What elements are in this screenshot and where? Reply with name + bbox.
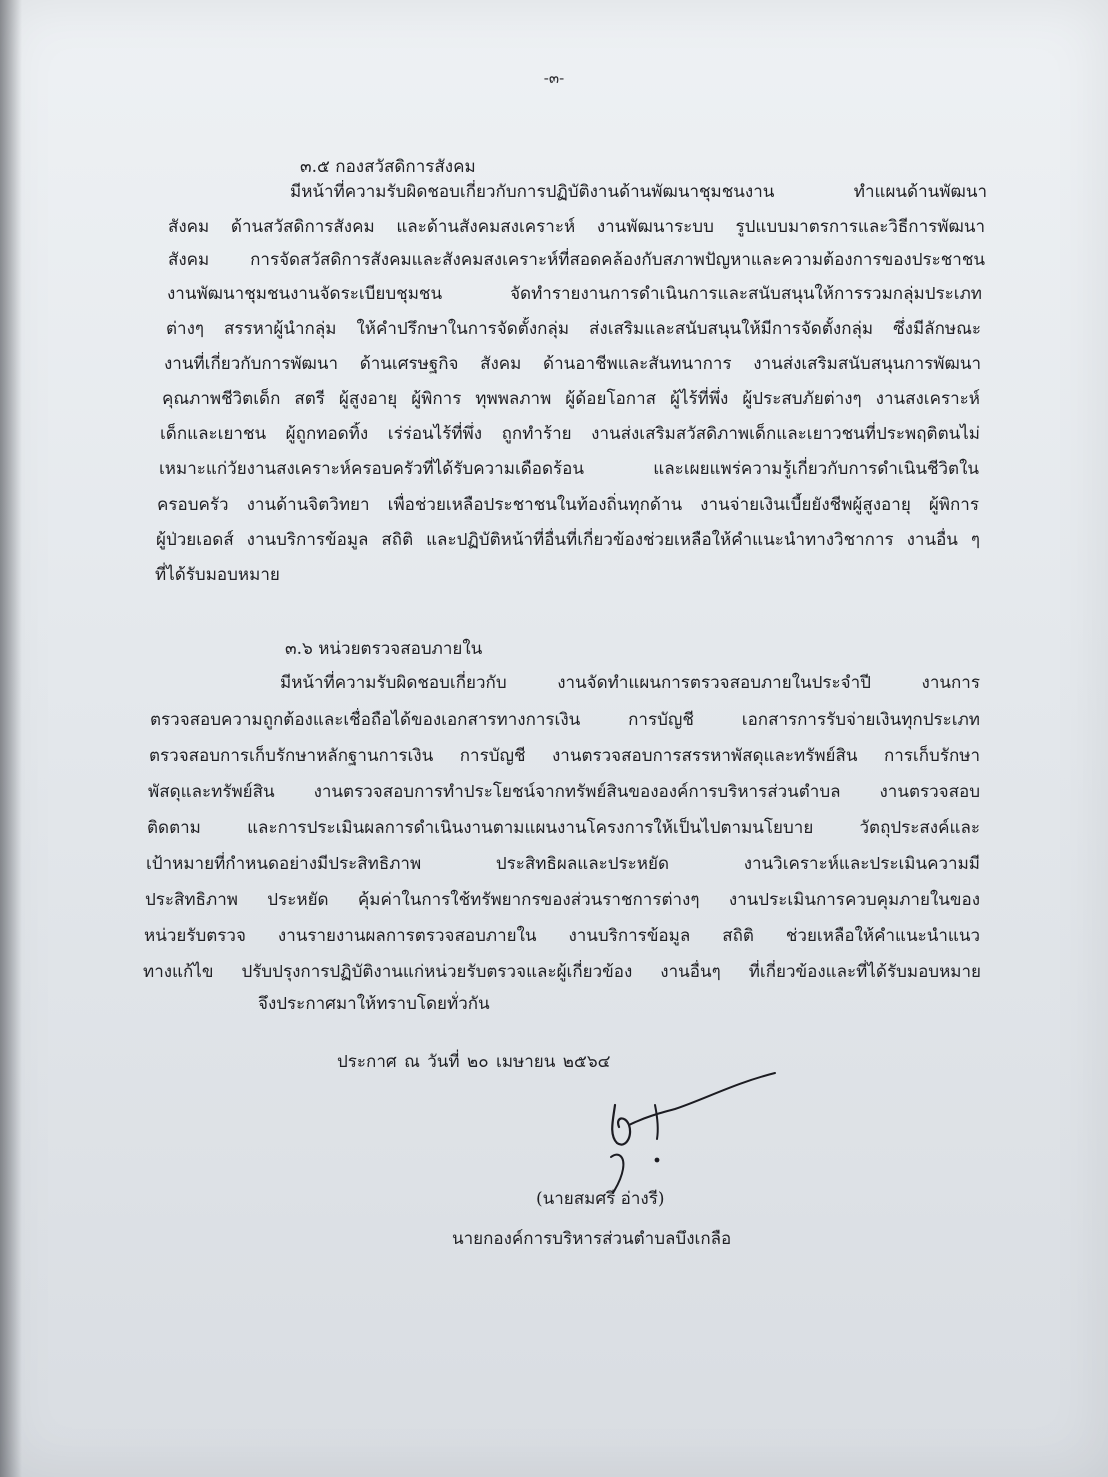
paragraph-line: พัสดุและทรัพย์สิน งานตรวจสอบการทำประโยชน์จากทรัพย์สินขององค์การบริหารส่วนตำบล งานตรวจสอบ	[148, 782, 980, 802]
paragraph-line: ตรวจสอบการเก็บรักษาหลักฐานการเงิน การบัญชี งานตรวจสอบการสรรหาพัสดุและทรัพย์สิน การเก็บรักษา	[149, 746, 980, 766]
signer-name: (นายสมศรี อ่างรี)	[536, 1189, 665, 1209]
paragraph-line: ติดตาม และการประเมินผลการดำเนินงานตามแผนงานโครงการให้เป็นไปตามนโยบาย วัตถุประสงค์และ	[147, 818, 980, 838]
section-heading-social-welfare: ๓.๕ กองสวัสดิการสังคม	[300, 157, 476, 177]
paragraph-line: เป้าหมายที่กำหนดอย่างมีประสิทธิภาพ ประสิทธิผลและประหยัด งานวิเคราะห์และประเมินความมี	[146, 854, 980, 874]
paragraph-line: ครอบครัว งานด้านจิตวิทยา เพื่อช่วยเหลือประชาชนในท้องถิ่นทุกด้าน งานจ่ายเงินเบี้ยยังชีพผู้สูงอายุ ผู้พิการ	[157, 495, 979, 515]
announcement-date: ประกาศ ณ วันที่ ๒๐ เมษายน ๒๕๖๔	[337, 1052, 611, 1072]
page-edge-shadow	[0, 0, 22, 1477]
paragraph-line: งานพัฒนาชุมชนงานจัดระเบียบชุมชน จัดทำรายงานการดำเนินการและสนับสนุนให้การรวมกลุ่มประเภท	[167, 284, 982, 304]
paragraph-line: สังคม ด้านสวัสดิการสังคม และด้านสังคมสงเคราะห์ งานพัฒนาระบบ รูปแบบมาตรการและวิธีการพัฒนา	[168, 217, 985, 237]
paragraph-line: ประสิทธิภาพ ประหยัด คุ้มค่าในการใช้ทรัพยากรของส่วนราชการต่างๆ งานประเมินการควบคุมภายในของ	[145, 890, 980, 910]
paragraph-line: สังคม การจัดสวัสดิการสังคมและสังคมสงเคราะห์ที่สอดคล้องกับสภาพปัญหาและความต้องการของประชาชน	[168, 250, 985, 270]
paragraph-line: ทางแก้ไข ปรับปรุงการปฏิบัติงานแก่หน่วยรับตรวจและผู้เกี่ยวข้อง งานอื่นๆ ที่เกี่ยวข้องและที่ได้รับมอบหมาย	[143, 962, 981, 982]
paragraph-line: งานที่เกี่ยวกับการพัฒนา ด้านเศรษฐกิจ สังคม ด้านอาชีพและสันทนาการ งานส่งเสริมสนับสนุนการพัฒนา	[164, 354, 981, 374]
paragraph-line: ผู้ป่วยเอดส์ งานบริการข้อมูล สถิติ และปฏิบัติหน้าที่อื่นที่เกี่ยวข้องช่วยเหลือให้คำแนะนำทางวิชาการ งานอื่น ๆ	[156, 530, 980, 550]
closing-statement: จึงประกาศมาให้ทราบโดยทั่วกัน	[258, 994, 490, 1014]
section-heading-internal-audit: ๓.๖ หน่วยตรวจสอบภายใน	[285, 639, 483, 659]
paragraph-line: เด็กและเยาชน ผู้ถูกทอดทิ้ง เร่ร่อนไร้ที่พึ่ง ถูกทำร้าย งานส่งเสริมสวัสดิภาพเด็กและเยาวชนที่ประพฤติตนไม่	[160, 424, 980, 444]
handwritten-signature	[585, 1065, 785, 1195]
page-number: -๓-	[543, 69, 565, 87]
paragraph-line: มีหน้าที่ความรับผิดชอบเกี่ยวกับ งานจัดทำแผนการตรวจสอบภายในประจำปี งานการ	[280, 673, 980, 693]
paragraph-line: ต่างๆ สรรหาผู้นำกลุ่ม ให้คำปรึกษาในการจัดตั้งกลุ่ม ส่งเสริมและสนับสนุนให้มีการจัดตั้งกลุ่ม ซึ่งมีลักษณะ	[166, 319, 981, 339]
paragraph-line-last: ที่ได้รับมอบหมาย	[155, 565, 280, 585]
signer-position: นายกองค์การบริหารส่วนตำบลบึงเกลือ	[452, 1229, 732, 1249]
paragraph-line: เหมาะแก่วัยงานสงเคราะห์ครอบครัวที่ได้รับความเดือดร้อน และเผยแพร่ความรู้เกี่ยวกับการดำเนินชีวิตใน	[159, 459, 979, 479]
paragraph-line: คุณภาพชีวิตเด็ก สตรี ผู้สูงอายุ ผู้พิการ ทุพพลภาพ ผู้ด้อยโอกาส ผู้ไร้ที่พึ่ง ผู้ประสบภัยต่างๆ งานสงเคราะห์	[162, 389, 980, 409]
paragraph-line: มีหน้าที่ความรับผิดชอบเกี่ยวกับการปฏิบัติงานด้านพัฒนาชุมชนงาน ทำแผนด้านพัฒนา	[290, 182, 987, 202]
paragraph-line: หน่วยรับตรวจ งานรายงานผลการตรวจสอบภายใน งานบริการข้อมูล สถิติ ช่วยเหลือให้คำแนะนำแนว	[144, 926, 980, 946]
paragraph-line: ตรวจสอบความถูกต้องและเชื่อถือได้ของเอกสารทางการเงิน การบัญชี เอกสารการรับจ่ายเงินทุกประเภท	[150, 710, 980, 730]
